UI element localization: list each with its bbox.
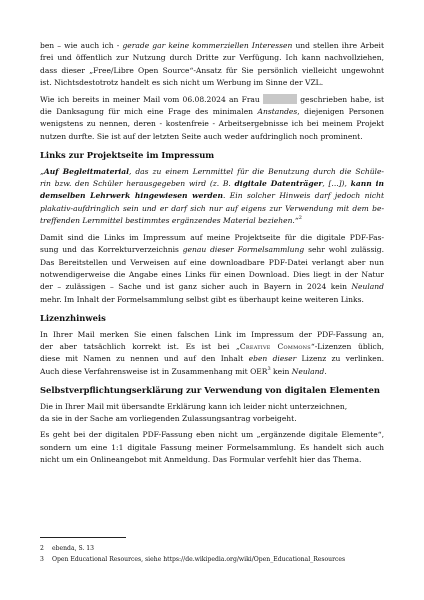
quote-line: demselben Lehrwerk hingewiesen werden. Ein solcher Hinweis darf jedoch nicht xyxy=(40,191,384,201)
text-line: Das Bereitstellen und Verweisen auf eine downloadbare PDF-Datei verlangt aber nun xyxy=(40,257,384,267)
text-line: wenigstens zu nennen, deren - kostenfreie - Arbeitsergebnisse ich bei meinem Projekt xyxy=(40,119,384,129)
redacted-name xyxy=(263,94,297,104)
quote-line: rin bzw. den Schüler herausgegeben wird (z. B. digitale Datenträger, [...]), kann in xyxy=(40,179,384,189)
text-line: sondern um eine 1:1 digitale Fassung meiner Formelsammlung. Es handelt sich auch xyxy=(40,442,384,452)
text-line: Wie ich bereits in meiner Mail vom 06.08.2024 an Frau geschrieben habe, ist xyxy=(40,94,384,104)
text-line: Damit sind die Links im Impressum auf meine Projektseite für die digitale PDF-Fas- xyxy=(40,232,384,242)
section-heading: Selbstverpflichtungserklärung zur Verwendung von digitalen Elementen xyxy=(40,385,380,396)
section-heading: Lizenzhinweis xyxy=(40,313,106,324)
text-line: sung und das Korrekturverzeichnis genau dieser Formelsammlung sehr wohl zulässig. xyxy=(40,245,384,255)
text-line: ist. Nichtsdestotrotz handelt es sich nicht um Werbung im Sinne der VZL. xyxy=(40,78,324,88)
footnote-ref: 2 xyxy=(298,215,302,222)
quote-line: treffenden Lernmittel bestimmtes ergänzendes Material beziehen.“$^2$ xyxy=(40,215,302,226)
text-line: Die in Ihrer Mail mit übersandte Erklärung kann ich leider nicht unterzeichnen, xyxy=(40,401,348,411)
footnote-divider xyxy=(40,537,126,538)
text-line: diese mit Namen zu nennen und auf den Inhalt eben dieser Lizenz zu verlinken. xyxy=(40,354,384,364)
body-text xyxy=(40,40,384,467)
text-line: mehr. Im Inhalt der Formelsammlung selbst gibt es überhaupt keine weiteren Links. xyxy=(40,294,364,304)
quote-line: plakativ-aufdringlich sein und er darf sich nur auf eigens zur Verwendung mit dem be- xyxy=(40,203,384,213)
text-line: Auch diese Verfahrensweise ist in Zusammenhang mit OER$^3$ kein Neuland. xyxy=(40,365,327,376)
text-line: nicht um ein Onlineangebot mit Anmeldung. Das Formular verfehlt hier das Thema. xyxy=(40,455,362,465)
footnote-item: 2 ebenda, S. 13 xyxy=(40,545,95,552)
footnote-item: 3 Open Educational Resources, siehe https://de.wikipedia.org/wiki/Open_Educational_Resources xyxy=(40,555,346,563)
text-line: da sie in der Sache am vorliegenden Zulassungsantrag vorbeigeht. xyxy=(40,413,297,423)
text-line: dass dieser „Free/Libre Open Source“-Ansatz für Sie persönlich vielleicht ungewohnt xyxy=(40,65,384,75)
text-line: der aber tatsächlich korrekt ist. Es ist bei „Creative Commons“-Lizenzen üblich, xyxy=(40,341,384,351)
text-line: In Ihrer Mail merken Sie einen falschen Link im Impressum der PDF-Fassung an, xyxy=(40,329,384,339)
text-line: nutzen durfte. Sie ist auf der letzten Seite auch weder aufdringlich noch prominent. xyxy=(40,131,363,141)
quote-line: „Auf Begleitmaterial, das zu einem Lernmittel für die Benutzung durch die Schüle- xyxy=(40,166,384,176)
footnote-ref: 3 xyxy=(267,365,271,372)
text-line: notwendigerweise die Angabe eines Links für einen Download. Dies liegt in der Natur xyxy=(40,269,384,279)
section-heading: Links zur Projektseite im Impressum xyxy=(40,150,215,161)
text-line: Es geht bei der digitalen PDF-Fassung eben nicht um „ergänzende digitale Elemente“, xyxy=(40,430,384,440)
text-line: frei und öffentlich zur Nutzung durch Dritte zur Verfügung. Ich kann nachvollziehen, xyxy=(40,53,384,63)
text-line: ben – wie auch ich - gerade gar keine kommerziellen Interessen und stellen ihre Arbeit xyxy=(40,41,384,50)
footnotes xyxy=(40,544,384,565)
text-line: die Danksagung für mich eine Frage des minimalen Anstandes, diejenigen Personen xyxy=(40,107,384,117)
text-line: der – zulässigen – Sache und ist ganz sicher auch in Bayern in 2024 kein Neuland xyxy=(40,282,384,292)
